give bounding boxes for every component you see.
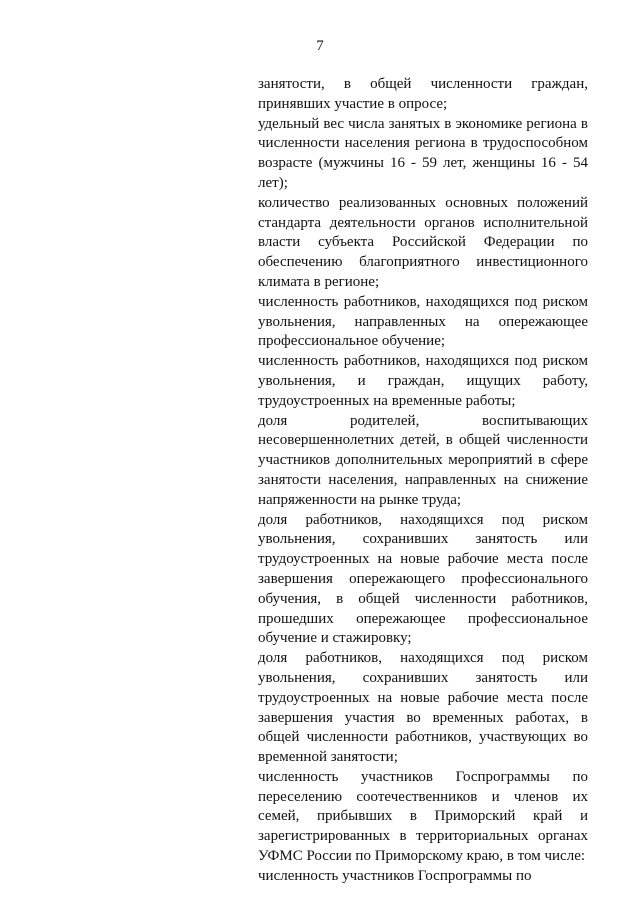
paragraph: численность работников, находящихся под риском увольнения, и граждан, ищущих работу, трудоустроенных на временные работы; [258,353,588,409]
paragraph: численность участников Госпрограммы по переселению соотечественников и членов их семей, прибывших в Приморский край и зарегистрированных в территориальных органах УФМС России по Приморскому краю, в том числе: [258,768,588,865]
paragraph: доля работников, находящихся под риском увольнения, сохранивших занятость или трудоустроенных на новые рабочие места после завершения участия во временных работах, в общей численности работников, участвующих во временной занятости; [258,650,588,766]
paragraph: занятости, в общей численности граждан, принявших участие в опросе; [258,76,588,112]
paragraph: доля родителей, воспитывающих несовершеннолетних детей, в общей численности участников дополнительных мероприятий в сфере занятости населения, направленных на снижение напряженности на рынке труда; [258,412,588,508]
paragraph: количество реализованных основных положений стандарта деятельности органов исполнительной власти субъекта Российской Федерации по обеспечению благоприятного инвестиционного климата в регионе; [258,194,588,290]
paragraph: доля работников, находящихся под риском увольнения, сохранивших занятость или трудоустроенных на новые рабочие места после завершения опережающего профессионального обучения, в общей численности работников, прошедших опережающее профессиональное обучение и стажировку; [258,511,588,647]
paragraph: численность участников Госпрограммы по [258,867,532,884]
paragraph: удельный вес числа занятых в экономике региона в численности населения региона в трудоспособном возрасте (мужчины 16 - 59 лет, женщины 16 - 54 лет); [258,115,588,191]
document-body [258,75,588,887]
page-number: 7 [316,38,324,54]
paragraph: численность работников, находящихся под риском увольнения, направленных на опережающее профессиональное обучение; [258,293,588,350]
